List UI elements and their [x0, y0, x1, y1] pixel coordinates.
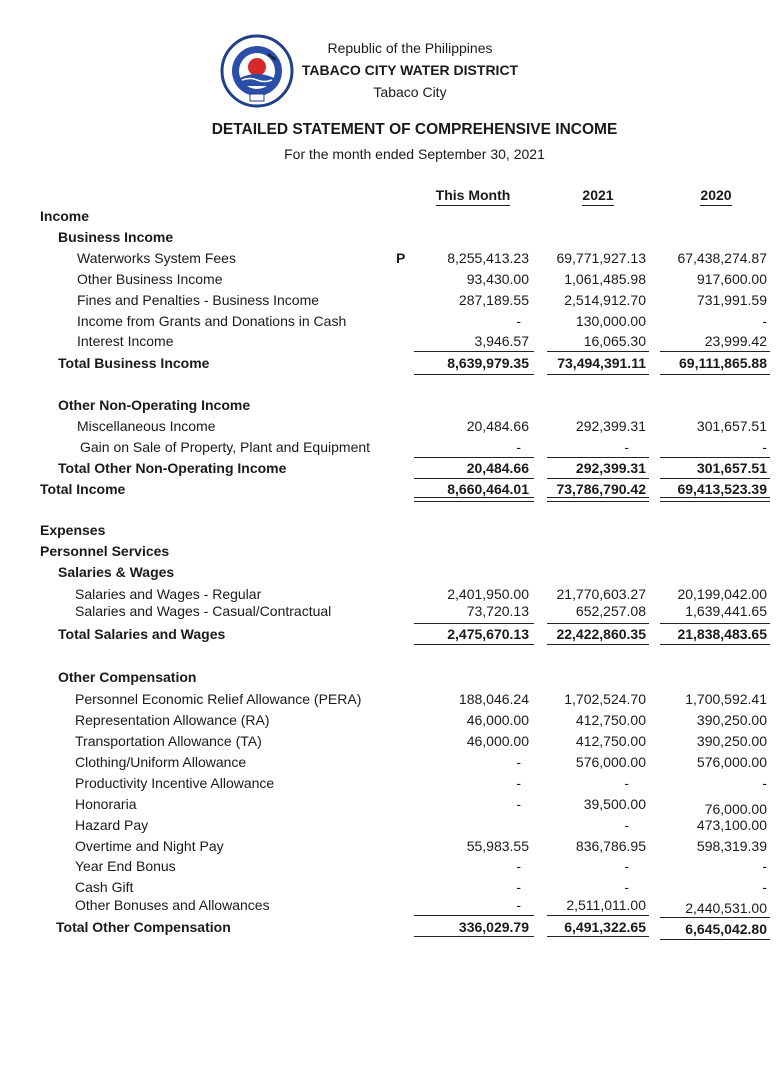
table-row: Productivity Incentive Allowance - - - — [75, 775, 767, 791]
total-salaries-wages-row: Total Salaries and Wages 2,475,670.13 22,422,860.35 21,838,483.65 — [58, 626, 767, 642]
total-rule — [414, 374, 534, 375]
section-other-non-operating-income: Other Non-Operating Income — [58, 397, 251, 413]
table-row: Year End Bonus - - - — [75, 858, 767, 874]
table-row: Income from Grants and Donations in Cash - 130,000.00 - — [77, 313, 767, 329]
table-row: Gain on Sale of Property, Plant and Equipment - - - — [80, 439, 767, 455]
subtotal-rule — [414, 351, 534, 352]
table-row: Other Bonuses and Allowances - 2,511,011.00 2,440,531.00 — [75, 897, 767, 916]
column-header-this-month: This Month — [408, 187, 538, 206]
section-expenses: Expenses — [40, 522, 106, 538]
table-row: Overtime and Night Pay 55,983.55 836,786.95 598,319.39 — [75, 838, 767, 854]
total-rule — [547, 478, 649, 479]
subtotal-rule — [414, 915, 534, 916]
table-row: Other Business Income 93,430.00 1,061,485.98 917,600.00 — [77, 271, 767, 287]
section-income: Income — [40, 208, 90, 224]
table-row: Hazard Pay - 473,100.00 — [75, 817, 767, 833]
section-other-compensation: Other Compensation — [58, 669, 197, 685]
total-rule — [660, 478, 770, 479]
double-rule — [660, 497, 770, 502]
subtotal-rule — [660, 457, 770, 458]
subtotal-rule — [547, 351, 649, 352]
total-rule — [414, 936, 534, 937]
subtotal-rule — [660, 351, 770, 352]
total-rule — [414, 644, 534, 645]
section-personnel-services: Personnel Services — [40, 543, 170, 559]
total-rule — [547, 936, 649, 937]
subtotal-rule — [547, 623, 649, 624]
total-business-income-row: Total Business Income 8,639,979.35 73,494,391.11 69,111,865.88 — [58, 355, 767, 371]
subtotal-rule — [414, 623, 534, 624]
section-salaries-wages: Salaries & Wages — [58, 564, 175, 580]
subtotal-rule — [547, 915, 649, 916]
total-rule — [660, 374, 770, 375]
subtotal-rule — [660, 623, 770, 624]
table-row: Cash Gift - - - — [75, 879, 767, 895]
subtotal-rule — [660, 917, 770, 918]
table-row: Fines and Penalties - Business Income 287,189.55 2,514,912.70 731,991.59 — [77, 292, 767, 308]
table-row: Personnel Economic Relief Allowance (PERA) 188,046.24 1,702,524.70 1,700,592.41 — [75, 691, 767, 707]
table-row: Salaries and Wages - Regular 2,401,950.00 21,770,603.27 20,199,042.00 — [75, 586, 767, 602]
table-row: Salaries and Wages - Casual/Contractual 73,720.13 652,257.08 1,639,441.65 — [75, 603, 767, 619]
water-district-seal-logo — [220, 34, 294, 108]
section-business-income: Business Income — [58, 229, 174, 245]
column-header-2020: 2020 — [662, 187, 770, 206]
total-income-row: Total Income 8,660,464.01 73,786,790.42 69,413,523.39 — [40, 481, 767, 497]
double-rule — [547, 497, 649, 502]
table-row: Representation Allowance (RA) 46,000.00 412,750.00 390,250.00 — [75, 712, 767, 728]
agency-name: TABACO CITY WATER DISTRICT — [301, 62, 519, 78]
total-other-compensation-row: Total Other Compensation 336,029.79 6,491,322.65 6,645,042.80 — [56, 919, 767, 937]
subtotal-rule — [547, 457, 649, 458]
table-row: Miscellaneous Income 20,484.66 292,399.31 301,657.51 — [77, 418, 767, 434]
table-row: Interest Income 3,946.57 16,065.30 23,999.42 — [77, 333, 767, 349]
table-row: Transportation Allowance (TA) 46,000.00 412,750.00 390,250.00 — [75, 733, 767, 749]
total-rule — [547, 374, 649, 375]
report-period: For the month ended September 30, 2021 — [284, 146, 545, 162]
currency-mark: P — [396, 250, 406, 266]
total-rule — [414, 478, 534, 479]
republic-line: Republic of the Philippines — [327, 40, 493, 56]
total-rule — [547, 644, 649, 645]
city-name: Tabaco City — [373, 84, 447, 100]
total-rule — [660, 644, 770, 645]
double-rule — [414, 497, 534, 502]
total-rule — [660, 939, 770, 940]
column-header-2021: 2021 — [548, 187, 648, 206]
table-row: Waterworks System Fees P 8,255,413.23 69,771,927.13 67,438,274.87 — [77, 250, 767, 266]
total-other-non-operating-income-row: Total Other Non-Operating Income 20,484.66 292,399.31 301,657.51 — [58, 460, 767, 476]
subtotal-rule — [414, 457, 534, 458]
table-row: Honoraria - 39,500.00 76,000.00 — [75, 796, 767, 817]
table-row: Clothing/Uniform Allowance - 576,000.00 576,000.00 — [75, 754, 767, 770]
report-title: DETAILED STATEMENT OF COMPREHENSIVE INCOME — [211, 121, 618, 138]
